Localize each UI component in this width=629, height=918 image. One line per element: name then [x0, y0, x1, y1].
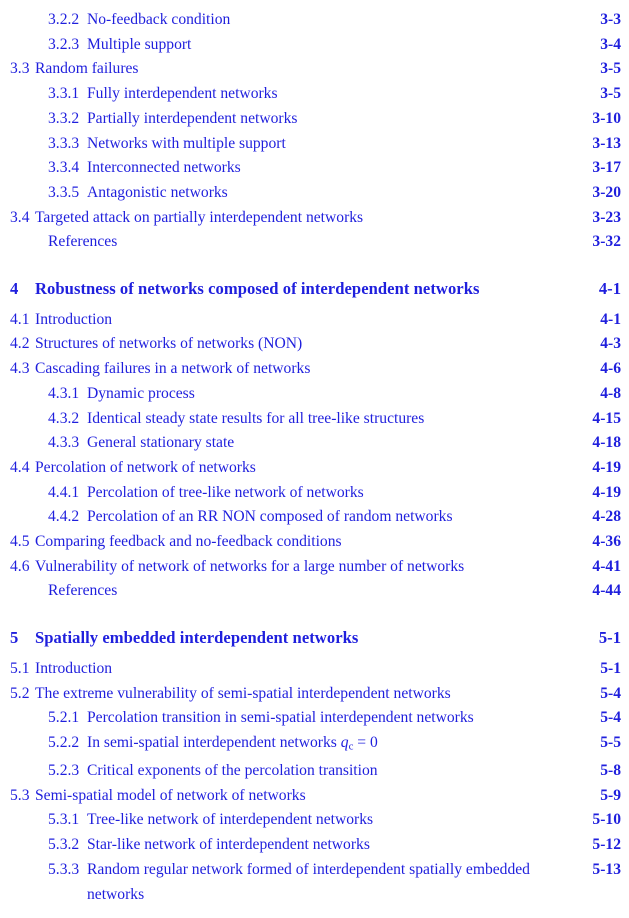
- toc-entry[interactable]: [0, 33, 629, 58]
- toc-entry-title: Tree-like network of interdependent networks: [87, 811, 374, 829]
- toc-entry-page-number: 5-4: [600, 709, 621, 727]
- toc-entry-title: Star-like network of interdependent networks: [87, 836, 370, 854]
- toc-entry[interactable]: [0, 682, 629, 707]
- toc-entry-number: 4.3.3: [48, 434, 80, 452]
- toc-entry-page-number: 3-10: [592, 109, 621, 127]
- toc-entry[interactable]: [0, 206, 629, 231]
- toc-entry-number: 3.2.3: [48, 35, 80, 53]
- toc-entry-page-number: 5-13: [592, 860, 621, 878]
- toc-entry-page-number: 5-5: [600, 733, 621, 751]
- toc-entry-page-number: 4-28: [592, 508, 621, 526]
- toc-entry-page-number: 5-9: [600, 786, 621, 804]
- toc-entry-page-number: 4-36: [592, 533, 621, 551]
- toc-entry-page-number: 4-44: [592, 582, 621, 600]
- toc-entry-number: 5.3: [10, 786, 30, 804]
- toc-entry-title: Networks with multiple support: [87, 134, 286, 152]
- toc-entry-page-number: 4-1: [598, 279, 621, 299]
- toc-entry-number: 5: [10, 628, 19, 648]
- toc-entry-number: 4.3.2: [48, 409, 80, 427]
- toc-entry-title: The extreme vulnerability of semi-spatial interdependent networks: [35, 684, 451, 702]
- toc-entry-page-number: 3-4: [600, 35, 621, 53]
- toc-entry-page-number: 5-1: [598, 628, 621, 648]
- toc-entry-page-number: 4-19: [592, 483, 621, 501]
- toc-entry-title: Introduction: [35, 310, 113, 328]
- toc-entry[interactable]: [0, 759, 629, 784]
- toc-entry-number: 5.2.2: [48, 733, 80, 751]
- toc-entry[interactable]: [0, 858, 629, 907]
- toc-entry-page-number: 4-41: [592, 557, 621, 575]
- toc-entry-number: 3.2.2: [48, 11, 80, 28]
- toc-entry-title: References: [48, 582, 118, 600]
- toc-entry-title: Spatially embedded interdependent networks: [35, 628, 359, 648]
- toc-entry[interactable]: [0, 731, 629, 759]
- toc-entry-page-number: 3-13: [592, 134, 621, 152]
- toc-entry-number: 3.3.4: [48, 159, 80, 177]
- toc-entry-title: Interconnected networks: [87, 159, 241, 177]
- toc-entry-title: Targeted attack on partially interdependent networks: [35, 208, 364, 226]
- toc-entry-number: 3.3: [10, 60, 30, 78]
- toc-entry[interactable]: [0, 456, 629, 481]
- toc-entry-title: Robustness of networks composed of interdependent networks: [35, 279, 480, 299]
- toc-entry[interactable]: [0, 505, 629, 530]
- toc-entry[interactable]: [0, 277, 629, 302]
- toc-entry-title: Antagonistic networks: [87, 183, 228, 201]
- toc-entry-title: References: [48, 233, 118, 251]
- toc-entry-page-number: 5-1: [600, 659, 621, 677]
- toc-entry-title: Percolation of network of networks: [35, 458, 256, 476]
- toc-entry[interactable]: [0, 8, 629, 33]
- toc-entry-number: 5.2: [10, 684, 30, 702]
- toc-entry-number: 4.3.1: [48, 384, 80, 402]
- toc-entry-page-number: 5-8: [600, 762, 621, 780]
- toc-entry[interactable]: [0, 555, 629, 580]
- toc-entry-number: 3.3.3: [48, 134, 80, 152]
- toc-entry-page-number: 3-20: [592, 183, 621, 201]
- toc-entry-title: Percolation transition in semi-spatial interdependent networks: [87, 709, 474, 727]
- toc-entry-number: 5.2.1: [48, 709, 80, 727]
- toc-entry[interactable]: [0, 382, 629, 407]
- toc-entry-number: 4.4.1: [48, 483, 80, 501]
- toc-entry[interactable]: [0, 657, 629, 682]
- toc-entry[interactable]: [0, 833, 629, 858]
- toc-entry[interactable]: [0, 407, 629, 432]
- toc-entry-number: 5.2.3: [48, 762, 80, 780]
- toc-entry[interactable]: [0, 481, 629, 506]
- toc-entry-title: Percolation of tree-like network of networks: [87, 483, 364, 501]
- toc-entry[interactable]: [0, 57, 629, 82]
- toc-entry-page-number: 5-10: [592, 811, 621, 829]
- toc-entry[interactable]: [0, 431, 629, 456]
- toc-entry[interactable]: [0, 230, 629, 255]
- toc-entry[interactable]: [0, 579, 629, 604]
- toc-entry[interactable]: [0, 107, 629, 132]
- toc-entry-page-number: 4-18: [592, 434, 621, 452]
- toc-entry-number: 5.3.3: [48, 860, 80, 878]
- toc-entry-title: Partially interdependent networks: [87, 109, 298, 127]
- toc-entry-page-number: 3-5: [600, 85, 621, 103]
- toc-entry-number: 4.5: [10, 533, 30, 551]
- toc-entry-number: 5.3.1: [48, 811, 80, 829]
- toc-entry-title: Semi-spatial model of network of networks: [35, 786, 306, 804]
- toc-entry-page-number: 3-5: [600, 60, 621, 78]
- toc-entry-title: Dynamic process: [87, 384, 195, 402]
- toc-entry-page-number: 3-3: [600, 11, 621, 28]
- toc-entry-page-number: 4-8: [600, 384, 621, 402]
- toc-entry-number: 5.3.2: [48, 836, 80, 854]
- toc-entry-number: 4.4: [10, 458, 30, 476]
- toc-entry-page-number: 4-19: [592, 458, 621, 476]
- toc-entry-page-number: 5-12: [592, 836, 621, 854]
- toc-entry-title: Cascading failures in a network of networks: [35, 360, 311, 378]
- toc-entry-number: 3.3.2: [48, 109, 80, 127]
- toc-entry-title: Comparing feedback and no-feedback conditions: [35, 533, 342, 551]
- toc-entry-title: Random failures: [35, 60, 139, 78]
- toc-entry-number: 3.3.5: [48, 183, 80, 201]
- toc-entry-page-number: 4-6: [600, 360, 621, 378]
- toc-entry-page-number: 5-4: [600, 684, 621, 702]
- toc-entry-page-number: 4-15: [592, 409, 621, 427]
- toc-entry[interactable]: [0, 808, 629, 833]
- toc-entry-title: Critical exponents of the percolation transition: [87, 762, 378, 780]
- toc-entry-number: 3.4: [10, 208, 30, 226]
- toc-entry[interactable]: [0, 132, 629, 157]
- toc-entry[interactable]: [0, 181, 629, 206]
- toc-entry-number: 4.4.2: [48, 508, 80, 526]
- toc-entry-title: In semi-spatial interdependent networks $q_c = 0$: [87, 733, 378, 753]
- toc-entry-page-number: 3-23: [592, 208, 621, 226]
- toc-entry-number: 4.3: [10, 360, 30, 378]
- toc-entry-page-number: 3-17: [592, 159, 621, 177]
- toc-entry-page-number: 3-32: [592, 233, 621, 251]
- toc-entry-title: Multiple support: [87, 35, 192, 53]
- toc-entry-title: Vulnerability of network of networks for a large number of networks: [35, 557, 465, 575]
- toc-entry-page-number: 4-3: [600, 335, 621, 353]
- toc-entry-page-number: 4-1: [600, 310, 621, 328]
- toc-entry-number: 4.6: [10, 557, 30, 575]
- toc-entry[interactable]: [0, 308, 629, 333]
- toc-entry[interactable]: [0, 357, 629, 382]
- toc-entry[interactable]: [0, 784, 629, 809]
- toc-entry-title: Identical steady state results for all tree-like structures: [87, 409, 425, 427]
- toc-entry-number: 5.1: [10, 659, 30, 677]
- toc-entry-title: Random regular network formed of interdependent spatially embedded networks: [87, 860, 530, 903]
- toc-entry-number: 3.3.1: [48, 85, 80, 103]
- toc-entry-title: Structures of networks of networks (NON): [35, 335, 303, 353]
- toc-entry-title: Fully interdependent networks: [87, 85, 278, 103]
- toc-entry-number: 4: [10, 279, 19, 299]
- toc-entry-number: 4.2: [10, 335, 30, 353]
- toc-entry-title: No-feedback condition: [87, 11, 231, 28]
- toc-entry[interactable]: [0, 332, 629, 357]
- toc-entry[interactable]: [0, 530, 629, 555]
- toc-entry[interactable]: [0, 156, 629, 181]
- toc-entry-title: Percolation of an RR NON composed of random networks: [87, 508, 453, 526]
- toc-entry[interactable]: [0, 706, 629, 731]
- toc-entry-title: Introduction: [35, 659, 113, 677]
- toc-entry-number: 4.1: [10, 310, 30, 328]
- toc-entry-title: General stationary state: [87, 434, 235, 452]
- toc-entry[interactable]: [0, 626, 629, 651]
- toc-entry[interactable]: [0, 82, 629, 107]
